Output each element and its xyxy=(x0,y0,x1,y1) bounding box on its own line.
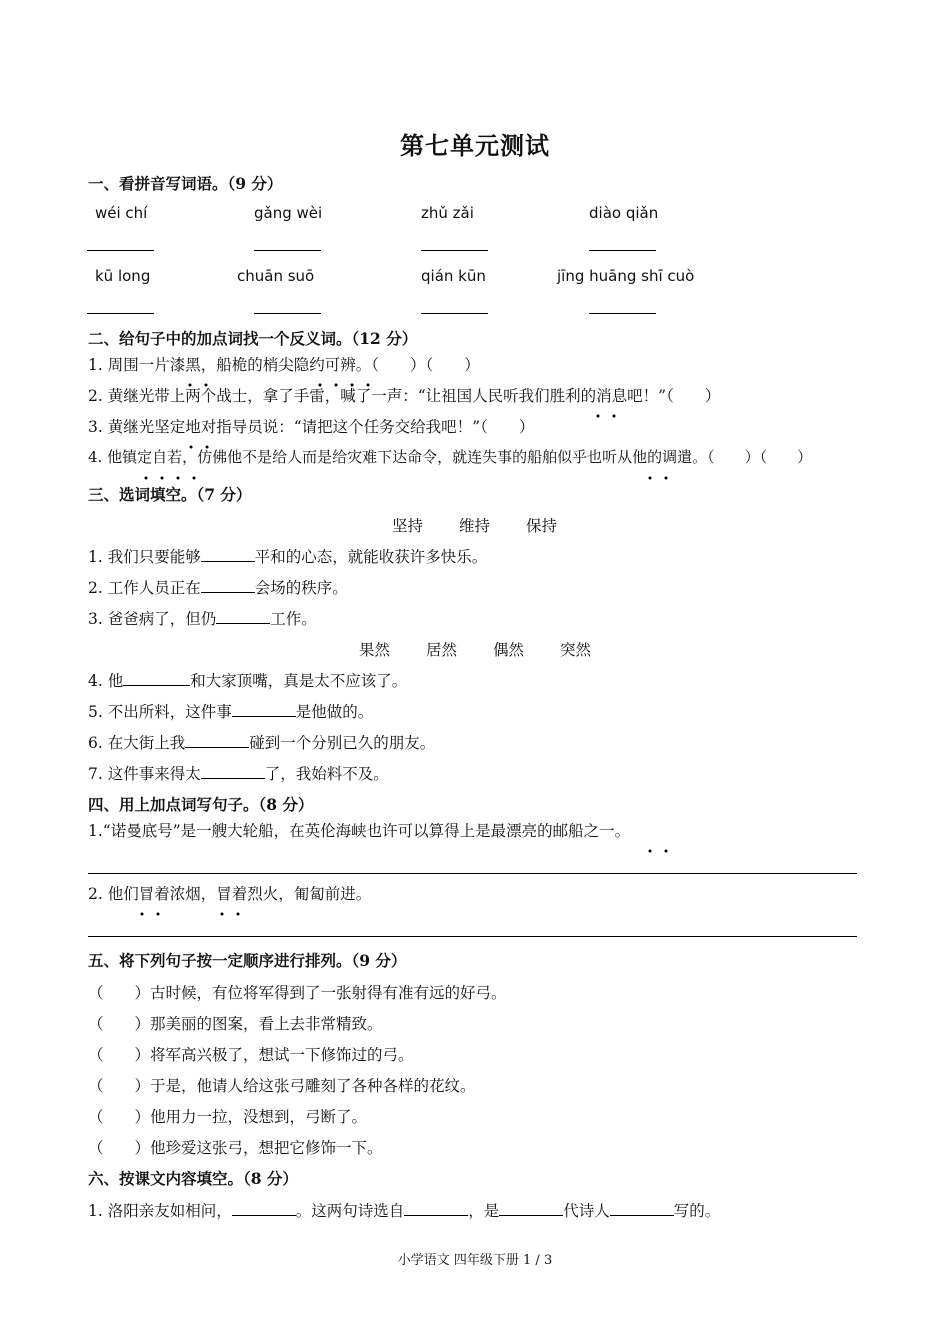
order-text: 那美丽的图案，看上去非常精致。 xyxy=(150,1015,383,1033)
section-2-heading: 二、给句子中的加点词找一个反义词。（12 分） xyxy=(88,329,418,348)
fill-blank[interactable] xyxy=(185,732,249,748)
pinyin: jīng huāng shī cuò xyxy=(557,267,695,285)
order-item xyxy=(88,1043,414,1065)
order-text: 古时候，有位将军得到了一张射得有准有远的好弓。 xyxy=(150,984,507,1002)
fill-text: 。这两句诗选自 xyxy=(295,1202,405,1220)
fill-item xyxy=(88,762,389,784)
section-6-heading: 六、按课文内容填空。（8 分） xyxy=(88,1169,298,1188)
order-text: 于是，他请人给这张弓雕刻了各种各样的花纹。 xyxy=(150,1077,476,1095)
answer-line[interactable] xyxy=(88,936,857,937)
fill-item xyxy=(88,700,373,722)
answer-line[interactable] xyxy=(254,250,321,251)
fill-suffix: 工作。 xyxy=(270,610,317,628)
pinyin: chuān suō xyxy=(237,267,315,285)
fill-item xyxy=(88,607,317,629)
order-text: 他用力一拉，没想到，弓断了。 xyxy=(150,1108,368,1126)
question-item: 3. 黄继光坚定地对指导员说：“请把这个任务交给我吧！”（ ） xyxy=(88,418,535,436)
question-item: 1.“诺曼底号”是一艘大轮船，在英伦海峡也许可以算得上是最漂亮的邮船之一。 xyxy=(88,822,631,840)
fill-prefix: 3. 爸爸病了，但仍 xyxy=(88,610,217,628)
fill-prefix: 4. 他 xyxy=(88,672,124,690)
emphasis-dots xyxy=(214,901,254,920)
fill-blank[interactable] xyxy=(123,670,190,686)
fill-text: ，是 xyxy=(468,1202,500,1220)
order-paren[interactable]: （ ） xyxy=(88,1015,151,1033)
fill-blank[interactable] xyxy=(201,763,265,779)
emphasis-dots xyxy=(642,465,682,484)
pinyin: zhǔ zǎi xyxy=(421,204,474,222)
fill-prefix: 2. 工作人员正在 xyxy=(88,579,201,597)
section-4-heading: 四、用上加点词写句子。（8 分） xyxy=(88,795,314,814)
fill-prefix: 6. 在大街上我 xyxy=(88,734,186,752)
question-item: 2. 黄继光带上两个战士，拿了手雷，喊了一声：“让祖国人民听我们胜利的消息吧！”（ ） xyxy=(88,387,721,405)
answer-line[interactable] xyxy=(87,250,154,251)
fill-blank[interactable] xyxy=(499,1200,563,1216)
fill-prefix: 1. 我们只要能够 xyxy=(88,548,201,566)
fill-blank[interactable] xyxy=(216,608,270,624)
fill-suffix: 和大家顶嘴，真是太不应该了。 xyxy=(190,672,408,690)
fill-suffix: 是他做的。 xyxy=(295,703,374,721)
page-footer: 小学语文 四年级下册 1 / 3 xyxy=(397,1253,553,1268)
fill-prefix: 5. 不出所料，这件事 xyxy=(88,703,232,721)
answer-line[interactable] xyxy=(421,313,488,314)
order-text: 将军高兴极了，想试一下修饰过的弓。 xyxy=(150,1046,414,1064)
fill-suffix: 了，我始料不及。 xyxy=(264,765,389,783)
fill-item xyxy=(88,545,487,567)
question-item: 1. 周围一片漆黑，船桅的梢尖隐约可辨。（ ）（ ） xyxy=(88,356,480,374)
pinyin: diào qiǎn xyxy=(589,204,659,222)
order-item xyxy=(88,1074,476,1096)
order-item xyxy=(88,1012,383,1034)
question-item: 4. 他镇定自若，仿佛他不是给人而是给灾难下达命令，就连失事的船舶似乎也听从他的调遣。（ ）（ ） xyxy=(88,448,813,466)
answer-line[interactable] xyxy=(589,250,656,251)
fill-item xyxy=(88,669,407,691)
emphasis-dots xyxy=(183,434,223,453)
fill-prefix: 7. 这件事来得太 xyxy=(88,765,201,783)
order-item xyxy=(88,1105,367,1127)
section-3-heading: 三、选词填空。（7 分） xyxy=(88,485,252,504)
fill-text: 代诗人 xyxy=(563,1202,610,1220)
word-choice: 果然 xyxy=(359,641,391,659)
fill-blank[interactable] xyxy=(404,1200,468,1216)
answer-line[interactable] xyxy=(421,250,488,251)
order-paren[interactable]: （ ） xyxy=(88,1046,151,1064)
word-choice: 偶然 xyxy=(493,641,525,659)
fill-suffix: 会场的秩序。 xyxy=(254,579,348,597)
fill-item xyxy=(88,1199,720,1221)
question-item: 2. 他们冒着浓烟，冒着烈火，匍匐前进。 xyxy=(88,885,372,903)
answer-line[interactable] xyxy=(589,313,656,314)
fill-text: 1. 洛阳亲友如相问， xyxy=(88,1202,232,1220)
fill-suffix: 平和的心态，就能收获许多快乐。 xyxy=(254,548,488,566)
emphasis-dots xyxy=(138,465,208,484)
answer-line[interactable] xyxy=(254,313,321,314)
fill-item xyxy=(88,576,348,598)
page-title: 第七单元测试 xyxy=(400,131,550,160)
fill-suffix: 碰到一个分别已久的朋友。 xyxy=(249,734,436,752)
emphasis-dots xyxy=(312,372,382,391)
answer-line[interactable] xyxy=(87,313,154,314)
order-item xyxy=(88,1136,383,1158)
fill-blank[interactable] xyxy=(610,1200,674,1216)
section-1-heading: 一、看拼音写词语。（9 分） xyxy=(88,174,283,193)
pinyin: wéi chí xyxy=(95,204,148,222)
answer-line[interactable] xyxy=(88,873,857,874)
order-text: 他珍爱这张弓，想把它修饰一下。 xyxy=(150,1139,383,1157)
order-item xyxy=(88,981,507,1003)
fill-item xyxy=(88,731,435,753)
emphasis-dots xyxy=(642,838,682,857)
pinyin: qián kūn xyxy=(421,267,486,285)
fill-blank[interactable] xyxy=(201,577,255,593)
word-choice: 保持 xyxy=(526,517,558,535)
pinyin: kū long xyxy=(95,267,151,285)
emphasis-dots xyxy=(184,372,196,376)
emphasis-dots xyxy=(590,403,630,422)
fill-blank[interactable] xyxy=(201,546,255,562)
fill-blank[interactable] xyxy=(232,1200,296,1216)
word-choice: 突然 xyxy=(560,641,592,659)
pinyin: gǎng wèi xyxy=(254,204,323,222)
order-paren[interactable]: （ ） xyxy=(88,1077,151,1095)
fill-text: 写的。 xyxy=(673,1202,721,1220)
emphasis-dots xyxy=(134,901,174,920)
fill-blank[interactable] xyxy=(232,701,296,717)
word-choice: 维持 xyxy=(459,517,491,535)
order-paren[interactable]: （ ） xyxy=(88,1108,151,1126)
word-choice: 居然 xyxy=(426,641,458,659)
section-5-heading: 五、将下列句子按一定顺序进行排列。（9 分） xyxy=(88,951,407,970)
order-paren[interactable]: （ ） xyxy=(88,984,151,1002)
order-paren[interactable]: （ ） xyxy=(88,1139,151,1157)
word-choice: 坚持 xyxy=(392,517,424,535)
